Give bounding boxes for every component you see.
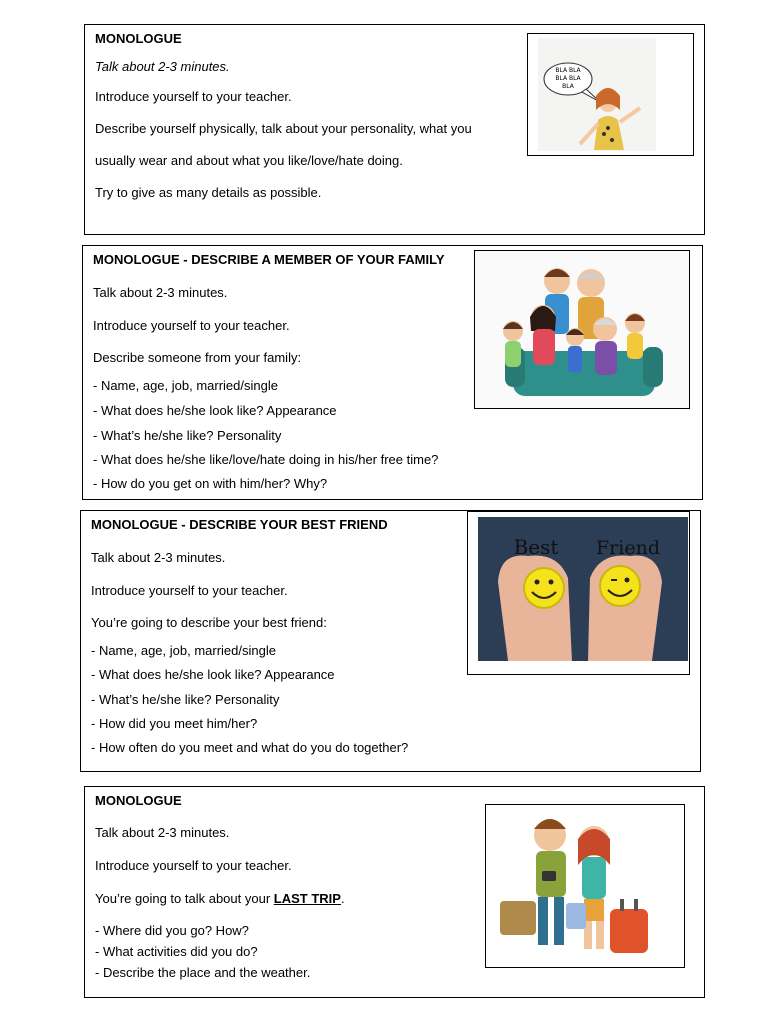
card-line: - What does he/she like/love/hate doing in his/her free time? [93,452,439,467]
card-monologue-last-trip [84,786,705,998]
card-line: - Name, age, job, married/single [91,643,276,658]
card-title: MONOLOGUE - DESCRIBE A MEMBER OF YOUR FAMILY [93,252,445,267]
card-question: - What activities did you do? [95,944,258,959]
card-title: MONOLOGUE - DESCRIBE YOUR BEST FRIEND [91,517,388,532]
card-title: MONOLOGUE [95,31,182,46]
bubble-text: BLA BLA [555,67,581,74]
card-line: - What’s he/she like? Personality [93,428,282,443]
trip-emphasis: LAST TRIP [273,891,341,906]
card-question: - Where did you go? How? [95,923,249,938]
card-line: - How do you get on with him/her? Why? [93,476,328,491]
card-line: Describe yourself physically, talk about your personality, what you [95,121,472,136]
card-line: Talk about 2-3 minutes. [91,550,226,565]
travelers-image [485,804,685,968]
card-line: - How often do you meet and what do you do together? [91,740,409,755]
card-line: - What does he/she look like? Appearance [93,403,337,418]
best-friend-image [467,511,690,675]
card-line: usually wear and about what you like/love/hate doing. [95,153,403,168]
card-monologue-family [82,245,703,500]
card-line: - Name, age, job, married/single [93,378,278,393]
card-line: Talk about 2-3 minutes. [95,825,230,840]
card-line-last-trip [95,891,345,907]
bubble-text: BLA [562,83,574,90]
card-monologue-best-friend [80,510,701,772]
card-title: MONOLOGUE [95,793,182,808]
card-line: - What’s he/she like? Personality [91,692,280,707]
family-on-sofa-illustration [475,251,689,408]
card-line: Introduce yourself to your teacher. [93,318,290,333]
bubble-text: BLA BLA [555,75,581,82]
family-image [474,250,690,409]
card-question: - Describe the place and the weather. [95,965,311,980]
card-monologue-yourself [84,24,705,235]
card-line: Introduce yourself to your teacher. [91,583,288,598]
trip-prefix: You’re going to talk about your [95,891,274,906]
talking-woman-image [527,33,694,156]
card-line: Talk about 2-3 minutes. [93,285,228,300]
card-line: - What does he/she look like? Appearance [91,667,335,682]
card-line: Introduce yourself to your teacher. [95,858,292,873]
card-line: Describe someone from your family: [93,350,302,365]
hand-word-friend: Friend [596,537,660,559]
best-friend-hands-illustration [468,512,689,674]
card-subtitle: Talk about 2-3 minutes. [95,59,230,74]
travelers-illustration [486,805,684,967]
card-line: You’re going to describe your best friend: [91,615,327,630]
card-line: Try to give as many details as possible. [95,185,322,200]
talking-woman-illustration [528,34,693,155]
card-line: Introduce yourself to your teacher. [95,89,292,104]
trip-suffix: . [340,891,345,906]
card-line: - How did you meet him/her? [91,716,258,731]
hand-word-best: Best [513,535,559,559]
